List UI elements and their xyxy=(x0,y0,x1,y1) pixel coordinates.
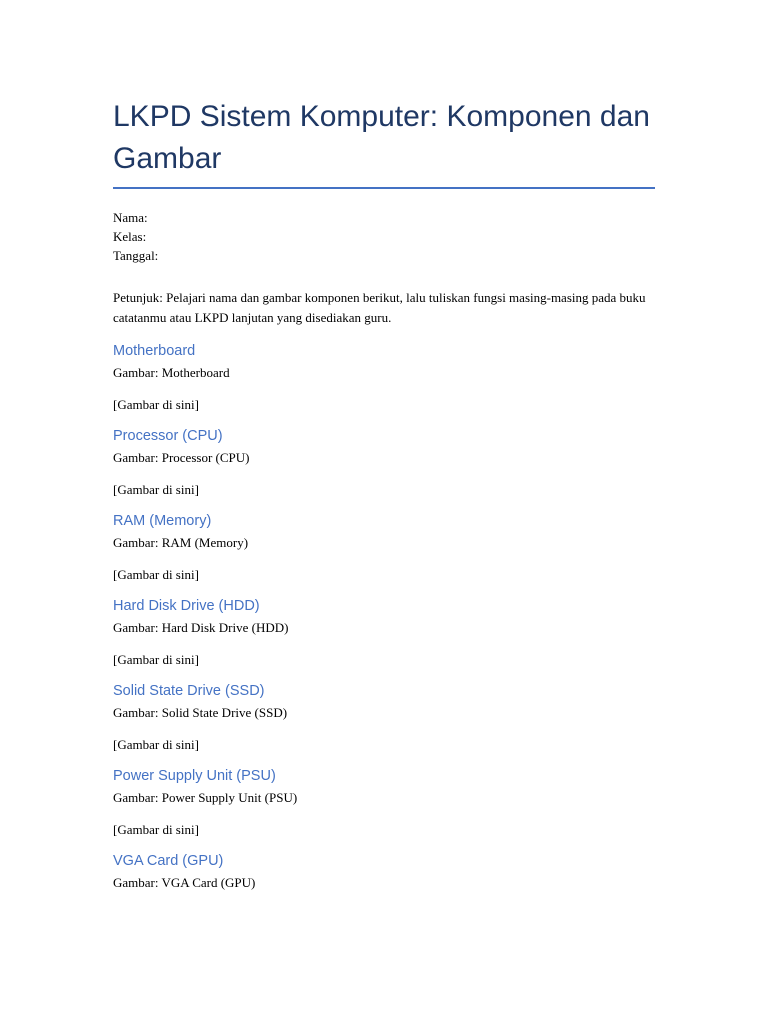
section-caption: Gambar: VGA Card (GPU) xyxy=(113,875,256,890)
section-psu xyxy=(113,766,655,839)
section-caption: Gambar: Hard Disk Drive (HDD) xyxy=(113,620,289,635)
section-caption: Gambar: Processor (CPU) xyxy=(113,450,250,465)
field-nama: Nama: xyxy=(113,210,148,225)
field-tanggal: Tanggal: xyxy=(113,248,159,263)
instruction-text: Petunjuk: Pelajari nama dan gambar komponen berikut, lalu tuliskan fungsi masing-masing pada buku catatanmu atau LKPD lanjutan yang disediakan guru. xyxy=(113,290,646,325)
document-title: LKPD Sistem Komputer: Komponen dan Gambar xyxy=(113,100,650,175)
section-heading: Processor (CPU) xyxy=(113,428,223,444)
section-caption: Gambar: RAM (Memory) xyxy=(113,535,249,550)
section-heading: RAM (Memory) xyxy=(113,513,212,529)
section-heading: Hard Disk Drive (HDD) xyxy=(113,598,260,614)
image-placeholder: [Gambar di sini] xyxy=(113,482,199,497)
image-placeholder: [Gambar di sini] xyxy=(113,397,199,412)
image-placeholder: [Gambar di sini] xyxy=(113,737,199,752)
section-heading: VGA Card (GPU) xyxy=(113,853,224,869)
section-heading: Motherboard xyxy=(113,343,196,359)
section-heading: Power Supply Unit (PSU) xyxy=(113,768,276,784)
section-heading: Solid State Drive (SSD) xyxy=(113,683,265,699)
section-caption: Gambar: Power Supply Unit (PSU) xyxy=(113,790,298,805)
title-divider xyxy=(113,187,655,189)
section-ssd xyxy=(113,681,655,754)
image-placeholder: [Gambar di sini] xyxy=(113,567,199,582)
component-list xyxy=(113,341,655,892)
field-kelas: Kelas: xyxy=(113,229,147,244)
document-page xyxy=(113,96,655,892)
student-info-fields xyxy=(113,208,655,265)
image-placeholder: [Gambar di sini] xyxy=(113,652,199,667)
image-placeholder: [Gambar di sini] xyxy=(113,822,199,837)
section-gpu xyxy=(113,851,655,892)
section-ram xyxy=(113,511,655,584)
section-hdd xyxy=(113,596,655,669)
section-processor xyxy=(113,426,655,499)
section-caption: Gambar: Motherboard xyxy=(113,365,230,380)
section-motherboard xyxy=(113,341,655,414)
section-caption: Gambar: Solid State Drive (SSD) xyxy=(113,705,288,720)
